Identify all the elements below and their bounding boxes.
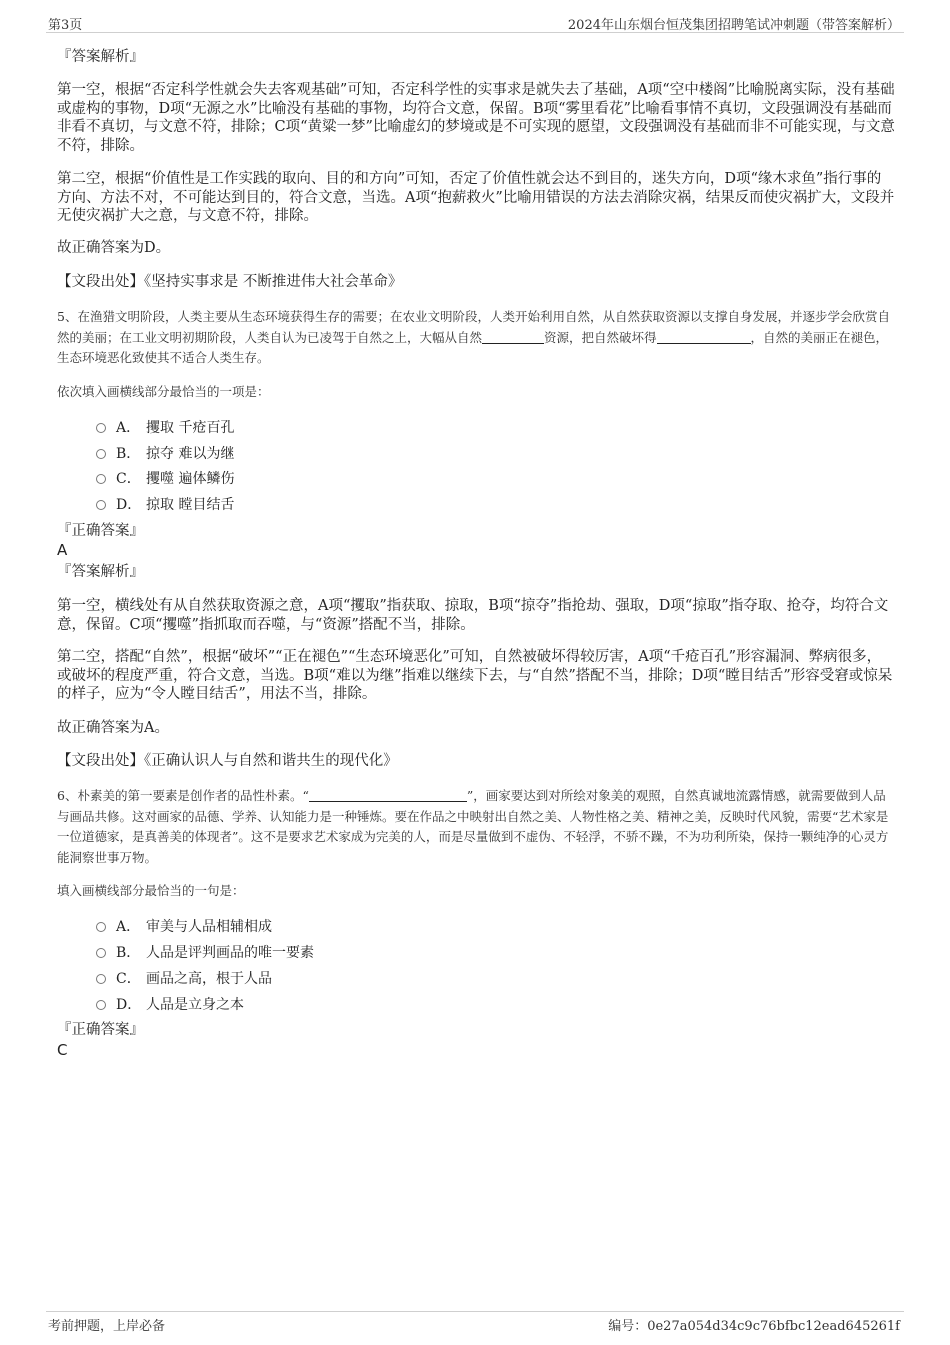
radio-icon[interactable]	[96, 423, 106, 433]
q4-analysis-para-2: 第二空，根据“价值性是工作实践的取向、目的和方向”可知，否定了价值性就会达不到目的，迷失方向，D项“缘木求鱼”指行事的方向、方法不对，不可能达到目的，符合文意，当选。A项“抱薪救火”比喻用错误的方法去消除灾祸，结果反而使灾祸扩大，文段并无使灾祸扩大之意，与文意不符，排除。	[57, 171, 895, 224]
q6-option-b[interactable]: B． 人品是评判画品的唯一要素	[96, 942, 314, 962]
document-title: 2024年山东烟台恒茂集团招聘笔试冲刺题（带答案解析）	[567, 18, 900, 33]
q5-source: 【文段出处】《正确认识人与自然和谐共生的现代化》	[57, 753, 398, 769]
radio-icon[interactable]	[96, 1000, 106, 1010]
q5-analysis-para-2: 第二空，搭配“自然”，根据“破坏”“正在褪色”“生态环境恶化”可知，自然被破坏得较厉害，A项“千疮百孔”形容漏洞、弊病很多，或破坏的程度严重，符合文意，当选。B项“难以为继”指难以继续下去，与“自然”搭配不当，排除；D项“瞠目结舌”形容受窘或惊呆的样子，应为“令人瞠目结舌”，用法不当，排除。	[57, 649, 893, 702]
q5-option-d[interactable]: D． 掠取 瞠目结舌	[96, 494, 234, 514]
q4-source: 【文段出处】《坚持实事求是 不断推进伟大社会革命》	[57, 274, 403, 290]
q6-answer: C	[57, 1041, 68, 1059]
q6-stem: 6、朴素美的第一要素是创作者的品性朴素。“ ”，画家要达到对所绘对象美的观照，自然真诚地流露情感，就需要做到人品与画品共修。这对画家的品德、学养、认知能力是一种锤炼。要在作品之中映射出自然之美、人物性格之美、精神之美，反映时代风貌，需要“艺术家是一位道德家，是真善美的体现者”。这不是要求艺术家成为完美的人，而是尽量做到不虚伪、不轻浮，不骄不躁，不为功利所染，保持一颗纯净的心灵方能洞察世事万物。	[57, 788, 889, 865]
q5-answer: A	[57, 541, 68, 559]
q5-option-a[interactable]: A． 攫取 千疮百孔	[96, 417, 234, 437]
q5-conclusion: 故正确答案为A。	[57, 720, 169, 736]
q4-conclusion: 故正确答案为D。	[57, 240, 171, 256]
footer-slogan: 考前押题，上岸必备	[48, 1319, 166, 1334]
page-header	[46, 12, 904, 33]
page-number: 第3页	[48, 18, 83, 33]
radio-icon[interactable]	[96, 474, 106, 484]
q5-stem: 5、在渔猎文明阶段，人类主要从生态环境获得生存的需要；在农业文明阶段，人类开始利用自然，从自然获取资源以支撑自身发展，并逐步学会欣赏自然的美丽；在工业文明初期阶段，人类自认为已凌驾于自然之上，大幅从自然 资源，把自然破坏得 ，自然的美丽正在褪色，生态环境恶化致使其不适合人类生存。	[57, 309, 890, 365]
q5-option-b[interactable]: B． 掠夺 难以为继	[96, 443, 234, 463]
q5-analysis-label: 『答案解析』	[57, 564, 144, 580]
q4-analysis-label: 『答案解析』	[57, 49, 144, 65]
q6-option-d[interactable]: D． 人品是立身之本	[96, 994, 244, 1014]
q5-answer-label: 『正确答案』	[57, 523, 144, 539]
q5-option-c[interactable]: C． 攫噬 遍体鳞伤	[96, 468, 234, 488]
radio-icon[interactable]	[96, 449, 106, 459]
q6-option-c[interactable]: C． 画品之高，根于人品	[96, 968, 272, 988]
q4-analysis-para-1: 第一空，根据“否定科学性就会失去客观基础”可知，否定科学性的实事求是就失去了基础，A项“空中楼阁”比喻脱离实际，没有基础或虚构的事物，D项“无源之水”比喻没有基础的事物，均符合文意，保留。B项“雾里看花”比喻看事情不真切，文段强调没有基础而非看不真切，与文意不符，排除；C项“黄粱一梦”比喻虚幻的梦境或是不可实现的愿望，文段强调没有基础而非不可能实现，与文意不符，排除。	[57, 82, 895, 154]
document-code: 编号：0e27a054d34c9c76bfbc12ead645261f	[608, 1319, 900, 1334]
page-footer	[46, 1311, 904, 1334]
radio-icon[interactable]	[96, 500, 106, 510]
q5-prompt: 依次填入画横线部分最恰当的一项是：	[57, 384, 270, 399]
q5-analysis-para-1: 第一空，横线处有从自然获取资源之意，A项“攫取”指获取、掠取，B项“掠夺”指抢劫、强取，D项“掠取”指夺取、抢夺，均符合文意，保留。C项“攫噬”指抓取而吞噬，与“资源”搭配不当，排除。	[57, 598, 889, 633]
q6-prompt: 填入画横线部分最恰当的一句是：	[57, 883, 245, 898]
q5-blank-2	[657, 329, 751, 344]
q6-blank	[309, 787, 467, 802]
q6-answer-label: 『正确答案』	[57, 1022, 144, 1038]
radio-icon[interactable]	[96, 948, 106, 958]
q6-option-a[interactable]: A． 审美与人品相辅相成	[96, 916, 272, 936]
radio-icon[interactable]	[96, 974, 106, 984]
q5-blank-1	[482, 329, 544, 344]
radio-icon[interactable]	[96, 922, 106, 932]
